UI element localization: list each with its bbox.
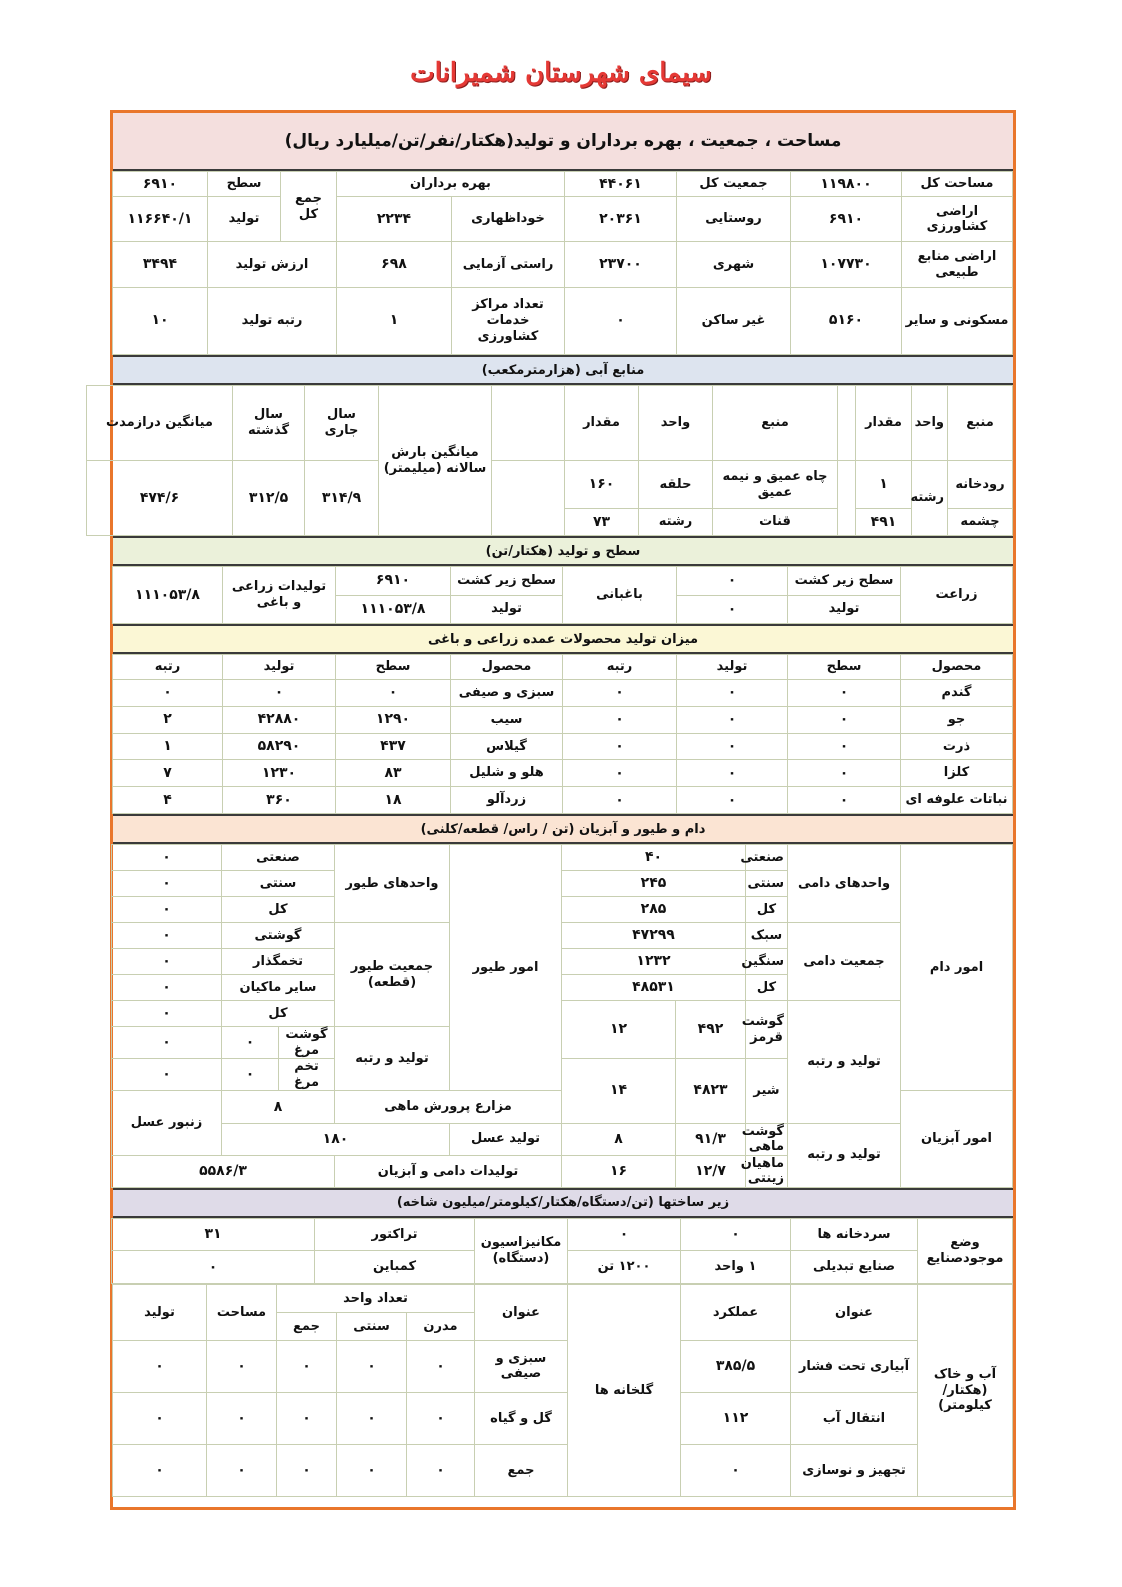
crops-table	[112, 654, 1013, 814]
cell: شهری	[677, 242, 791, 287]
cell: تولید	[451, 595, 563, 624]
cell: تخم مرغ	[279, 1059, 335, 1091]
cell: گندم	[901, 679, 1013, 706]
cell: ۰	[112, 1444, 206, 1496]
cell: کل	[221, 897, 334, 923]
cell: جمعیت دامی	[788, 923, 901, 1001]
cell: آبیاری تحت فشار	[791, 1340, 918, 1392]
cell: ۴۳۷	[336, 733, 451, 760]
cell: ۰	[112, 1340, 206, 1392]
section-livestock-heading: دام و طیور و آبزیان (تن / راس/ قطعه/کلنی)	[113, 814, 1013, 844]
cell: ۰	[563, 706, 677, 733]
cell: سال گذشته	[233, 386, 305, 461]
cell: ۲۰۳۶۱	[565, 197, 677, 242]
cell: ۴۴۰۶۱	[565, 172, 677, 197]
cell: مکانیزاسیون (دستگاه)	[475, 1218, 568, 1283]
cell: ۲۳۷۰۰	[565, 242, 677, 287]
cell: ۰	[677, 567, 788, 596]
cell: ۰	[788, 706, 901, 733]
cell: ۲۸۵	[562, 897, 746, 923]
cell: ۱ واحد	[681, 1251, 791, 1284]
cell: ۰	[221, 1059, 278, 1091]
cell: عنوان	[475, 1284, 568, 1340]
cell: امور آبزیان	[901, 1091, 1013, 1188]
cell: ۰	[788, 787, 901, 814]
cell: ۰	[337, 1340, 407, 1392]
section-water-heading: منابع آبی (هزارمترمکعب)	[113, 355, 1013, 385]
cell: سیب	[451, 706, 563, 733]
cell: ۰	[563, 760, 677, 787]
cell: ۰	[677, 733, 788, 760]
cell: نباتات علوفه ای	[901, 787, 1013, 814]
cell: قنات	[713, 509, 838, 536]
cell: مساحت کل	[902, 172, 1013, 197]
cell: ۵۸۲۹۰	[223, 733, 336, 760]
cell: ۰	[788, 760, 901, 787]
cell: ۱	[336, 287, 451, 354]
cell: بهره برداران	[336, 172, 564, 197]
cell: تولید و رتبه	[335, 1027, 450, 1091]
cell: ۱۱۹۸۰۰	[791, 172, 902, 197]
cell: ۸	[221, 1091, 334, 1123]
cell: ۲۴۵	[562, 871, 746, 897]
table-row	[112, 1340, 1012, 1392]
cell: ۶۹۸	[336, 242, 451, 287]
cell: ۰	[276, 1444, 336, 1496]
cell: زردآلو	[451, 787, 563, 814]
table-row	[111, 1001, 1012, 1027]
cell: ۱۱۱۰۵۳/۸	[113, 567, 223, 624]
cell: ۰	[111, 923, 221, 949]
cell: ۰	[563, 733, 677, 760]
cell: ۴۲۸۸۰	[223, 706, 336, 733]
cell: رودخانه	[948, 461, 1013, 509]
cell: ۱۲۹۰	[336, 706, 451, 733]
cell: زنبور عسل	[111, 1091, 221, 1155]
cell: ۱۰۷۷۳۰	[791, 242, 902, 287]
cell: رتبه تولید	[207, 287, 336, 354]
cell: تولیدات دامی و آبزیان	[335, 1155, 562, 1187]
cell: وضع موجودصنایع	[918, 1218, 1013, 1283]
table-row	[111, 923, 1012, 949]
column-header: محصول	[451, 655, 563, 680]
cell: تولید عسل	[450, 1123, 562, 1155]
cell: ۵۱۶۰	[791, 287, 902, 354]
cell: کل	[746, 975, 788, 1001]
cell: ۰	[111, 975, 221, 1001]
cell: اراضی کشاورزی	[902, 197, 1013, 242]
cell: ۰	[677, 787, 788, 814]
cell: ۰	[223, 679, 336, 706]
cell: سطح زیر کشت	[788, 567, 901, 596]
cell: میانگین بارش سالانه (میلیمتر)	[379, 386, 492, 536]
cell: ۳۴۹۴	[112, 242, 207, 287]
cell: گوشت قرمز	[746, 1001, 788, 1059]
cell: اراضی منابع طبیعی	[902, 242, 1013, 287]
cell: ۰	[407, 1444, 475, 1496]
table-row	[111, 845, 1012, 871]
cell: ۱۶	[562, 1155, 676, 1187]
cell: ۴۷۴/۶	[87, 461, 233, 536]
cell: ۰	[111, 1059, 221, 1091]
cell: ۱۲	[562, 1001, 676, 1059]
cell: چشمه	[948, 509, 1013, 536]
cell: ۰	[113, 679, 223, 706]
cell: ۰	[681, 1444, 791, 1496]
cell: مقدار	[856, 386, 912, 461]
cell: ۵۵۸۶/۳	[111, 1155, 334, 1187]
cell: تولید	[788, 595, 901, 624]
cell: سنتی	[746, 871, 788, 897]
cell: ۴۰	[562, 845, 746, 871]
report-frame	[106, 110, 1016, 1510]
area-production-table	[112, 566, 1013, 624]
cell: ۱۶۰	[565, 461, 639, 509]
cell: گوشت ماهی	[746, 1123, 788, 1155]
cell: ۰	[565, 287, 677, 354]
cell: ۴۸۵۳۱	[562, 975, 746, 1001]
cell: سردخانه ها	[791, 1218, 918, 1251]
cell: گلخانه ها	[568, 1284, 681, 1496]
cell: راستی آزمایی	[452, 242, 565, 287]
cell: ۱۱۲	[681, 1392, 791, 1444]
cell: منبع	[713, 386, 838, 461]
column-header: رتبه	[113, 655, 223, 680]
cell: غیر ساکن	[677, 287, 791, 354]
area-population-table	[112, 171, 1013, 355]
cell: خوداظهاری	[452, 197, 565, 242]
cell: ۰	[563, 679, 677, 706]
cell: تعداد واحد	[276, 1284, 474, 1312]
cell: ۳۶۰	[223, 787, 336, 814]
cell: سایر ماکیان	[221, 975, 334, 1001]
cell	[492, 461, 565, 536]
table-row	[113, 760, 1013, 787]
cell: گوشت مرغ	[279, 1027, 335, 1059]
cell: گیلاس	[451, 733, 563, 760]
livestock-table	[111, 844, 1013, 1188]
cell: ۴۷۲۹۹	[562, 923, 746, 949]
cell: ذرت	[901, 733, 1013, 760]
column-header: رتبه	[563, 655, 677, 680]
cell: باغبانی	[563, 567, 677, 624]
cell: ۰	[337, 1392, 407, 1444]
cell: میانگین درازمدت	[87, 386, 233, 461]
table-row	[113, 679, 1013, 706]
cell: ۰	[111, 1027, 221, 1059]
cell: تراکتور	[315, 1218, 475, 1251]
table-row	[112, 1444, 1012, 1496]
cell: عنوان	[791, 1284, 918, 1340]
cell: حلقه	[639, 461, 713, 509]
cell: ۰	[788, 679, 901, 706]
column-header: سطح	[788, 655, 901, 680]
cell: ۱	[113, 733, 223, 760]
cell: ۰	[276, 1340, 336, 1392]
cell: واحد	[912, 386, 948, 461]
cell: سطح زیر کشت	[451, 567, 563, 596]
cell: ۳۱۴/۹	[305, 461, 379, 536]
cell: سبزی و صیفی	[475, 1340, 568, 1392]
cell: صنعتی	[221, 845, 334, 871]
cell: ۰	[221, 1027, 278, 1059]
cell: واحدهای طیور	[335, 845, 450, 923]
cell: کل	[746, 897, 788, 923]
cell: کل	[221, 1001, 334, 1027]
cell: ۰	[677, 760, 788, 787]
cell: تخمگذار	[221, 949, 334, 975]
column-header: تولید	[677, 655, 788, 680]
cell: ۳۸۵/۵	[681, 1340, 791, 1392]
table-row	[113, 733, 1013, 760]
cell: ۶۹۱۰	[791, 197, 902, 242]
cell: ۱۸	[336, 787, 451, 814]
cell: ۴۸۲۳	[676, 1059, 746, 1123]
cell: تجهیز و نوسازی	[791, 1444, 918, 1496]
cell: هلو و شلیل	[451, 760, 563, 787]
cell	[838, 386, 856, 461]
cell: ۳۱۲/۵	[233, 461, 305, 536]
cell: روستایی	[677, 197, 791, 242]
cell: گل و گیاه	[475, 1392, 568, 1444]
cell: انتقال آب	[791, 1392, 918, 1444]
cell: ۱۰	[112, 287, 207, 354]
cell: جمع کل	[280, 172, 336, 242]
cell: ۰	[407, 1392, 475, 1444]
cell: ۰	[111, 871, 221, 897]
cell: ۰	[563, 787, 677, 814]
cell: ۸۳	[336, 760, 451, 787]
infrastructure-top-table	[111, 1218, 1013, 1284]
cell: کلزا	[901, 760, 1013, 787]
cell	[838, 461, 856, 536]
cell: سال جاری	[305, 386, 379, 461]
cell: مساحت	[206, 1284, 276, 1340]
cell: ۰	[681, 1218, 791, 1251]
cell: ۱۴	[562, 1059, 676, 1123]
cell: ۰	[407, 1340, 475, 1392]
cell: ۲۲۳۴	[336, 197, 451, 242]
table-row	[113, 706, 1013, 733]
cell: کمباین	[315, 1251, 475, 1284]
cell: ۹۱/۳	[676, 1123, 746, 1155]
cell: عملکرد	[681, 1284, 791, 1340]
cell: ۰	[677, 595, 788, 624]
infrastructure-bottom-table	[112, 1284, 1013, 1497]
cell: واحد	[639, 386, 713, 461]
cell: گوشتی	[221, 923, 334, 949]
cell: ۰	[677, 706, 788, 733]
cell: صنعتی	[746, 845, 788, 871]
cell: ۱۲۳۰	[223, 760, 336, 787]
cell: ۰	[111, 897, 221, 923]
cell: مسکونی و سایر	[902, 287, 1013, 354]
cell: ۰	[111, 949, 221, 975]
cell: ۰	[111, 1001, 221, 1027]
cell: جمعیت طیور (قطعه)	[335, 923, 450, 1027]
cell: ۶۹۱۰	[112, 172, 207, 197]
section-crops-heading: میزان تولید محصولات عمده زراعی و باغی	[113, 624, 1013, 654]
page-title: سیمای شهرستان شمیرانات	[410, 58, 712, 88]
cell: ۸	[562, 1123, 676, 1155]
table-header-row	[113, 655, 1013, 680]
cell: سنتی	[221, 871, 334, 897]
cell: منبع	[948, 386, 1013, 461]
cell: جمعیت کل	[677, 172, 791, 197]
section-area-population-heading: مساحت ، جمعیت ، بهره برداران و تولید(هکتار/نفر/تن/میلیارد ریال)	[113, 113, 1013, 171]
cell: ۱	[856, 461, 912, 509]
cell: سبک	[746, 923, 788, 949]
cell: ۰	[568, 1218, 681, 1251]
cell: رشته	[639, 509, 713, 536]
cell: سنتی	[337, 1312, 407, 1340]
cell: ۰	[206, 1392, 276, 1444]
cell: ۱۲/۷	[676, 1155, 746, 1187]
cell: سطح	[207, 172, 280, 197]
cell: تعداد مراکز خدمات کشاورزی	[452, 287, 565, 354]
cell: ۷۳	[565, 509, 639, 536]
table-row	[112, 1392, 1012, 1444]
column-header: تولید	[223, 655, 336, 680]
cell: ۰	[206, 1444, 276, 1496]
cell: آب و خاک (هکتار/کیلومتر)	[918, 1284, 1013, 1496]
cell: ۰	[112, 1251, 315, 1284]
cell: ۱۱۱۰۵۳/۸	[336, 595, 451, 624]
column-header: محصول	[901, 655, 1013, 680]
cell: ۴۹۱	[856, 509, 912, 536]
cell: ۰	[337, 1444, 407, 1496]
cell: ۴۹۲	[676, 1001, 746, 1059]
cell: زراعت	[901, 567, 1013, 624]
cell: امور دام	[901, 845, 1013, 1091]
cell: ۱۸۰	[221, 1123, 449, 1155]
cell: مزارع پرورش ماهی	[335, 1091, 562, 1123]
cell: ۷	[113, 760, 223, 787]
cell: ۴	[113, 787, 223, 814]
cell: تولیدات زراعی و باغی	[223, 567, 336, 624]
cell: ارزش تولید	[207, 242, 336, 287]
cell: ۱۲۰۰ تن	[568, 1251, 681, 1284]
cell: ۰	[336, 679, 451, 706]
cell: ۶۹۱۰	[336, 567, 451, 596]
table-row	[113, 787, 1013, 814]
cell: صنایع تبدیلی	[791, 1251, 918, 1284]
cell: مقدار	[565, 386, 639, 461]
cell: ۰	[112, 1392, 206, 1444]
cell: ۰	[677, 679, 788, 706]
cell: تولید	[112, 1284, 206, 1340]
cell: ۰	[206, 1340, 276, 1392]
table-row	[111, 1123, 1012, 1155]
cell: تولید و رتبه	[788, 1123, 901, 1187]
section-infrastructure-heading: زیر ساختها (تن/دستگاه/هکتار/کیلومتر/میلیون شاخه)	[113, 1188, 1013, 1218]
cell: جمع	[276, 1312, 336, 1340]
cell: ۱۲۳۲	[562, 949, 746, 975]
cell: تولید	[207, 197, 280, 242]
cell: رشته	[912, 461, 948, 536]
cell: تولید و رتبه	[788, 1001, 901, 1124]
cell: مدرن	[407, 1312, 475, 1340]
cell: جو	[901, 706, 1013, 733]
cell: امور طیور	[450, 845, 562, 1091]
cell: ماهیان زینتی	[746, 1155, 788, 1187]
cell: ۰	[111, 845, 221, 871]
cell: ۰	[788, 733, 901, 760]
water-table	[86, 385, 1013, 536]
section-area-production-heading: سطح و تولید (هکتار/تن)	[113, 536, 1013, 566]
cell: سنگین	[746, 949, 788, 975]
cell: ۲	[113, 706, 223, 733]
cell: ۱۱۶۶۴۰/۱	[112, 197, 207, 242]
cell	[492, 386, 565, 461]
cell: واحدهای دامی	[788, 845, 901, 923]
cell: سبزی و صیفی	[451, 679, 563, 706]
column-header: سطح	[336, 655, 451, 680]
cell: ۰	[276, 1392, 336, 1444]
cell: شیر	[746, 1059, 788, 1123]
cell: جمع	[475, 1444, 568, 1496]
table-row	[112, 1284, 1012, 1312]
cell: چاه عمیق و نیمه عمیق	[713, 461, 838, 509]
cell: ۳۱	[112, 1218, 315, 1251]
